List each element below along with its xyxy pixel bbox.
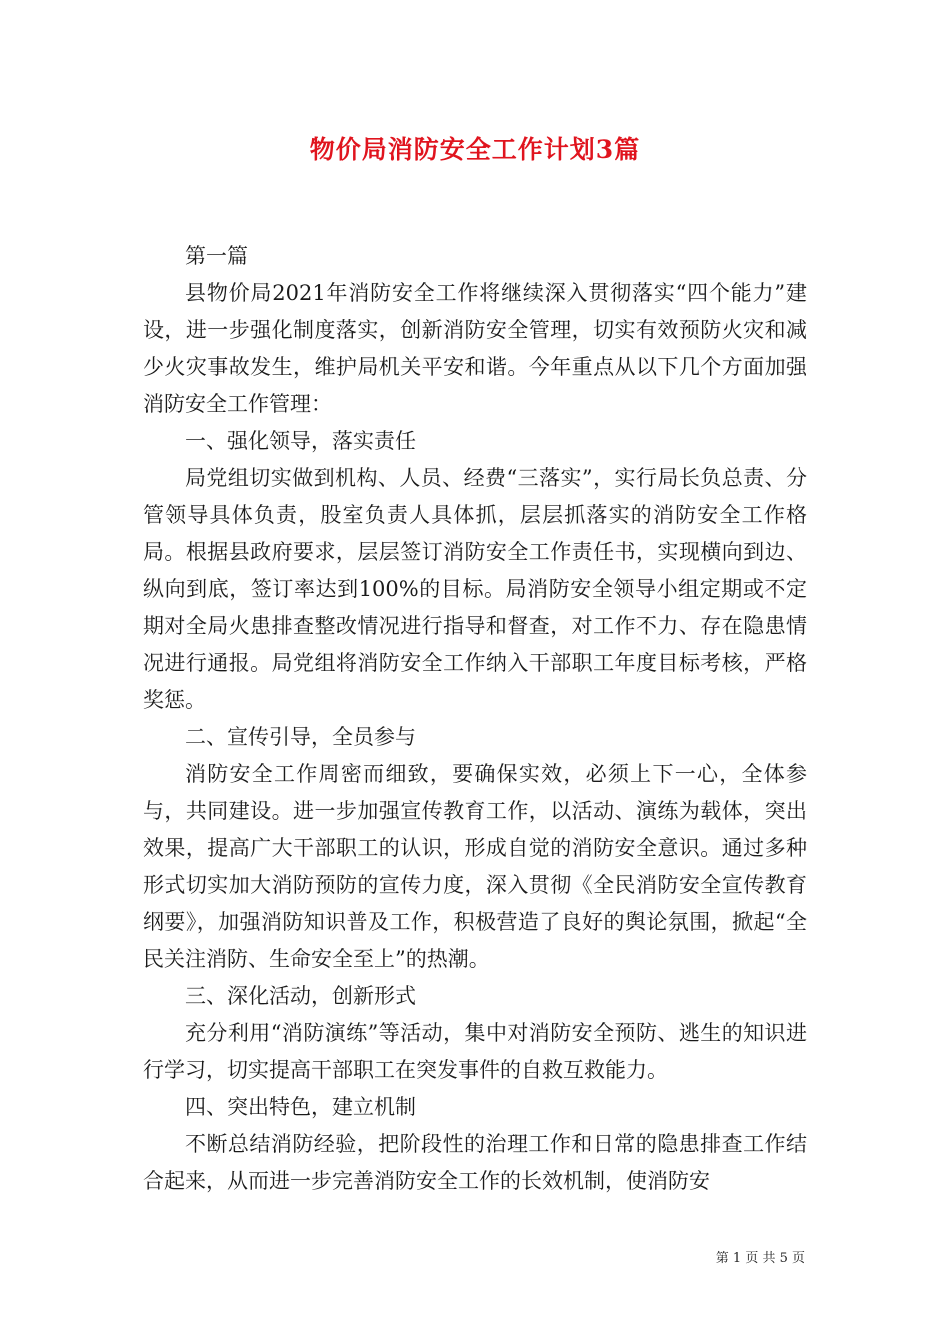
section-label: 第一篇 (185, 244, 248, 268)
document-title: 物价局消防安全工作计划3篇 (309, 135, 641, 164)
heading-2: 二、宣传引导，全员参与 (185, 725, 416, 749)
paragraph-3: 充分利用“消防演练”等活动，集中对消防安全预防、逃生的知识进行学习，切实提高干部职工在突发事件的自救互救能力。 (143, 1021, 807, 1082)
heading-3: 三、深化活动，创新形式 (185, 984, 416, 1008)
paragraph-4: 不断总结消防经验，把阶段性的治理工作和日常的隐患排查工作结合起来，从而进一步完善消防安全工作的长效机制，使消防安 (143, 1132, 807, 1193)
paragraph-2: 消防安全工作周密而细致，要确保实效，必须上下一心，全体参与，共同建设。进一步加强宣传教育工作，以活动、演练为载体，突出效果，提高广大干部职工的认识，形成自觉的消防安全意识。通过多种形式切实加大消防预防的宣传力度，深入贯彻《全民消防安全宣传教育纲要》，加强消防知识普及工作，积极营造了良好的舆论氛围，掀起“全民关注消防、生命安全至上”的热潮。 (143, 762, 807, 971)
heading-4: 四、突出特色，建立机制 (185, 1095, 416, 1119)
page-footer: 第 1 页 共 5 页 (715, 1251, 805, 1266)
heading-1: 一、强化领导，落实责任 (185, 429, 416, 453)
document-body (143, 238, 807, 1200)
paragraph-1: 局党组切实做到机构、人员、经费“三落实”，实行局长负总责、分管领导具体负责，股室负责人具体抓，层层抓落实的消防安全工作格局。根据县政府要求，层层签订消防安全工作责任书，实现横向到边、纵向到底，签订率达到100%的目标。局消防安全领导小组定期或不定期对全局火患排查整改情况进行指导和督查，对工作不力、存在隐患情况进行通报。局党组将消防安全工作纳入干部职工年度目标考核，严格奖惩。 (143, 466, 807, 712)
intro-paragraph: 县物价局2021年消防安全工作将继续深入贯彻落实“四个能力”建设，进一步强化制度落实，创新消防安全管理，切实有效预防火灾和减少火灾事故发生，维护局机关平安和谐。今年重点从以下几个方面加强消防安全工作管理： (143, 281, 807, 416)
